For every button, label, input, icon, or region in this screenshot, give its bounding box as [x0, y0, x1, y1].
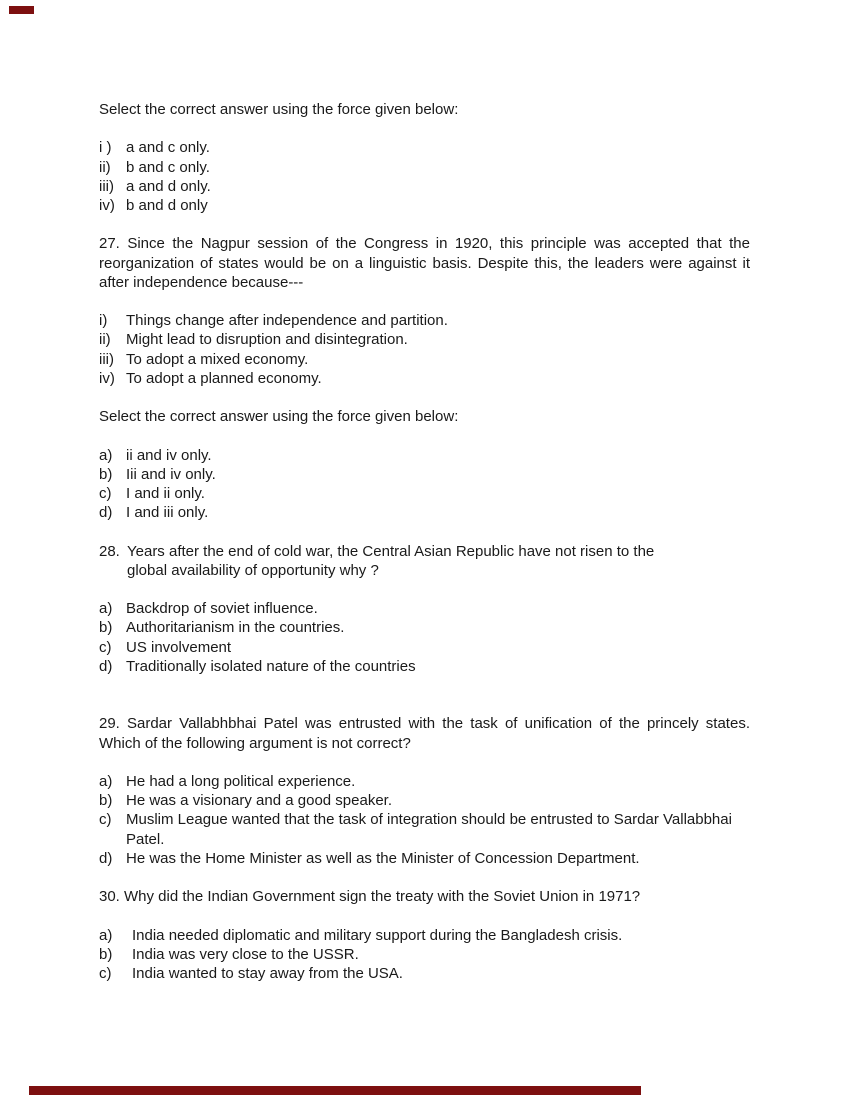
option-item	[99, 330, 750, 349]
option-item	[99, 772, 750, 791]
option-marker: a)	[99, 446, 113, 464]
option-item	[99, 158, 750, 177]
option-text: He was a visionary and a good speaker.	[126, 792, 392, 810]
option-text: US involvement	[126, 638, 232, 656]
option-item	[99, 138, 750, 157]
option-text: a and d only.	[126, 177, 211, 195]
option-marker: b)	[99, 619, 113, 637]
option-marker: iii)	[99, 350, 114, 368]
option-item	[99, 849, 750, 868]
option-marker: ii)	[99, 331, 111, 349]
option-text: Iii and iv only.	[126, 465, 216, 483]
option-marker: a)	[99, 926, 113, 944]
option-marker: a)	[99, 772, 113, 790]
question-number: 28.	[99, 542, 120, 560]
option-item	[99, 311, 750, 330]
option-item	[99, 484, 750, 503]
option-text: Traditionally isolated nature of the countries	[126, 657, 416, 675]
option-text: b and c only.	[126, 158, 210, 176]
option-marker: d)	[99, 849, 113, 867]
option-text: I and ii only.	[126, 484, 205, 502]
option-text: To adopt a mixed economy.	[126, 350, 309, 368]
option-text: a and c only.	[126, 139, 210, 157]
question-29: 29. Sardar Vallabhbhai Patel was entrusted with the task of unification of the princely states. Which of the following argument is not correct?	[99, 715, 750, 752]
q27-option-list	[99, 311, 750, 388]
option-item	[99, 446, 750, 465]
option-marker: iv)	[99, 369, 115, 387]
option-marker: ii)	[99, 158, 111, 176]
option-marker: a)	[99, 600, 113, 618]
top-left-red-mark	[9, 6, 34, 14]
option-marker: iii)	[99, 177, 114, 195]
q30-option-list	[99, 926, 750, 984]
option-item	[99, 350, 750, 369]
option-text: He was the Home Minister as well as the Minister of Concession Department.	[126, 849, 640, 867]
option-text: ii and iv only.	[126, 446, 212, 464]
option-item	[99, 791, 750, 810]
option-marker: b)	[99, 465, 113, 483]
option-marker: iv)	[99, 197, 115, 214]
option-marker: b)	[99, 792, 113, 810]
option-item	[99, 618, 750, 637]
option-text: India wanted to stay away from the USA.	[132, 964, 403, 982]
question-text: Years after the end of cold war, the Central Asian Republic have not risen to the global availability of opportunity why ?	[127, 542, 655, 579]
option-item	[99, 369, 750, 388]
option-marker: i )	[99, 139, 112, 157]
option-item	[99, 177, 750, 196]
option-item	[99, 810, 750, 848]
q29-option-list	[99, 772, 750, 868]
question-27: 27. Since the Nagpur session of the Congress in 1920, this principle was accepted that the reorganization of states would be on a linguistic basis. Despite this, the leaders were against it after independence because---	[99, 235, 750, 291]
option-item	[99, 503, 750, 522]
option-text: Things change after independence and partition.	[126, 312, 448, 330]
option-marker: c)	[99, 811, 112, 829]
question-paper-content	[99, 100, 750, 1002]
option-text: India was very close to the USSR.	[132, 945, 359, 963]
option-item	[99, 926, 750, 945]
bottom-red-bar	[29, 1086, 641, 1095]
q27-answer-option-list	[99, 446, 750, 523]
option-marker: d)	[99, 504, 113, 522]
option-item	[99, 945, 750, 964]
option-text: b and d only	[126, 197, 208, 214]
option-marker: c)	[99, 638, 112, 656]
intro-option-list	[99, 138, 750, 215]
question-30: 30. Why did the Indian Government sign the treaty with the Soviet Union in 1971?	[99, 888, 641, 906]
question-28	[99, 542, 750, 580]
select-prompt-1: Select the correct answer using the force given below:	[99, 101, 459, 118]
option-item	[99, 196, 750, 215]
option-item	[99, 657, 750, 676]
option-item	[99, 638, 750, 657]
option-marker: c)	[99, 964, 112, 982]
option-item	[99, 964, 750, 983]
option-text: To adopt a planned economy.	[126, 369, 322, 387]
option-text: He had a long political experience.	[126, 772, 356, 790]
option-item	[99, 465, 750, 484]
option-text: Backdrop of soviet influence.	[126, 600, 318, 618]
option-marker: c)	[99, 484, 112, 502]
option-text: India needed diplomatic and military support during the Bangladesh crisis.	[132, 926, 623, 944]
option-text: Might lead to disruption and disintegration.	[126, 331, 408, 349]
option-text: I and iii only.	[126, 504, 209, 522]
option-marker: b)	[99, 945, 113, 963]
select-prompt-2: Select the correct answer using the force given below:	[99, 408, 459, 426]
q28-option-list	[99, 599, 750, 676]
option-item	[99, 599, 750, 618]
option-text: Muslim League wanted that the task of integration should be entrusted to Sardar Vallabbhai Patel.	[126, 811, 732, 848]
option-marker: i)	[99, 312, 108, 330]
option-text: Authoritarianism in the countries.	[126, 619, 345, 637]
option-marker: d)	[99, 657, 113, 675]
